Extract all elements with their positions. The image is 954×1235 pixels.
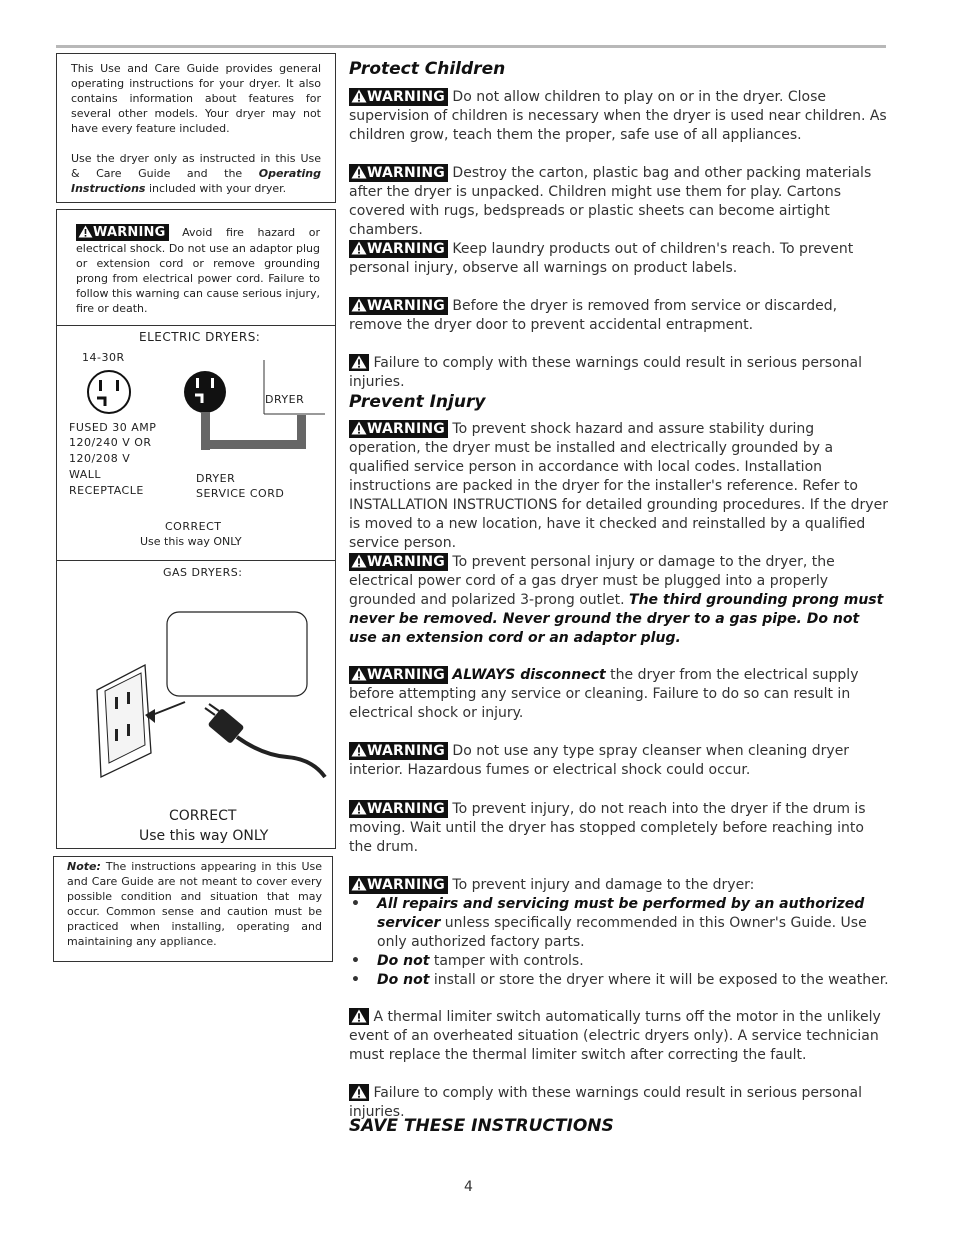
list-item: • Do not tamper with controls.: [351, 953, 584, 969]
note-text: The instructions appearing in this Use and Care Guide are not meant to cover every possible condition and situation that may occur. Common sense and caution must be practiced when installing, operating and maintaining any appliance.: [67, 860, 322, 948]
prevent-warning-1: WARNING To prevent shock hazard and assure stability during operation, the dryer must be installed and electrically grounded by a qualified service person in accordance with local codes. Installation instructions are packed in the dryer for the installer's reference. Refer to INSTALLATION INSTRUCTIONS for detailed grounding procedures. If the dryer is moved to a new location, have it checked and reinstalled by a qualified service person.: [349, 421, 888, 551]
use-only-label-gas: Use this way ONLY: [139, 828, 269, 844]
intro-box: [56, 53, 336, 203]
receptacle-label-5: RECEPTACLE: [69, 484, 144, 497]
intro-paragraph-2: Use the dryer only as instructed in this Use & Care Guide and the Operating Instructions included with your dryer.: [71, 152, 321, 195]
save-instructions-heading: SAVE THESE INSTRUCTIONS: [349, 1116, 614, 1136]
use-only-label-electric: Use this way ONLY: [140, 535, 242, 548]
prevent-failure-notice: Failure to comply with these warnings could result in serious personal injuries.: [349, 1085, 862, 1120]
warning-triangle-icon: [351, 667, 367, 681]
warning-triangle-icon: [351, 801, 367, 815]
note-label: Note:: [67, 860, 101, 873]
cord-label-2: SERVICE CORD: [196, 487, 285, 500]
dryer-label: DRYER: [265, 393, 305, 406]
warning-triangle-icon: [349, 1084, 369, 1101]
wall-receptacle-icon: [88, 371, 130, 413]
cord-label-1: DRYER: [196, 472, 236, 485]
protect-warning-1: WARNING Do not allow children to play on or in the dryer. Close supervision of children is necessary when the dryer is used near children. As children grow, teach them the proper, safe use of all appliances.: [349, 89, 887, 143]
prevent-warning-2: WARNING To prevent personal injury or damage to the dryer, the electrical power cord of a gas dryer must be plugged into a properly grounded and polarized 3-prong outlet. The third grounding prong must never be removed. Never ground the dryer to a gas pipe. Do not use an extension cord or an adaptor plug.: [349, 554, 884, 646]
warning-triangle-icon: [349, 1008, 369, 1025]
warning-triangle-icon: [78, 225, 93, 238]
receptacle-label-3: 120/208 V: [69, 452, 131, 465]
receptacle-model: 14-30R: [82, 351, 125, 364]
protect-warning-3: WARNING Keep laundry products out of children's reach. To prevent personal injury, observe all warnings on product labels.: [349, 241, 854, 276]
always-disconnect-emphasis: ALWAYS disconnect: [452, 667, 606, 683]
prevent-warning-4: WARNING Do not use any type spray cleanser when cleaning dryer interior. Hazardous fumes or electrical shock could occur.: [349, 743, 850, 778]
warning-badge: WARNING: [349, 420, 448, 438]
warning-badge: WARNING: [349, 553, 448, 571]
warning-badge: WARNING: [349, 800, 448, 818]
warning-badge: WARNING: [349, 742, 448, 760]
prevent-warning-3: WARNING ALWAYS disconnect the dryer from the electrical supply before attempting any service or cleaning. Failure to do so can result in electrical shock or injury.: [349, 667, 859, 721]
warning-triangle-icon: [351, 241, 367, 255]
prevent-warning-6: WARNING To prevent injury and damage to the dryer: • All repairs and servicing must be performed by an authorized servicer unless specifically recommended in this Owner's Guide. Use only authorized factory parts. • Do not tamper with controls. • Do not install or store the dryer where it will be exposed to the weather.: [351, 877, 889, 988]
bullet: •: [351, 896, 360, 912]
protect-warning-2: WARNING Destroy the carton, plastic bag and other packing materials after the dryer is unpacked. Children might use them for play. Cartons covered with rugs, bedspreads or plastic sheets can become airtight chambers.: [349, 165, 872, 238]
warning-triangle-icon: [351, 554, 367, 568]
page-number: 4: [464, 1179, 473, 1195]
intro-paragraph-1: This Use and Care Guide provides general operating instructions for your dryer. It also contains information about features for several other models. Your dryer may not have every feature included.: [71, 62, 321, 135]
warning-triangle-icon: [351, 877, 367, 891]
prevent-warning-5: WARNING To prevent injury, do not reach into the dryer if the drum is moving. Wait until the dryer has stopped completely before reaching into the drum.: [349, 801, 866, 855]
warning-triangle-icon: [351, 165, 367, 179]
list-item: • Do not install or store the dryer where it will be exposed to the weather.: [351, 972, 889, 988]
warning-badge: WARNING: [76, 224, 169, 241]
gas-outlet-illustration: [87, 605, 327, 790]
electrical-warning-box: [56, 209, 336, 849]
prevent-injury-heading: Prevent Injury: [349, 392, 486, 412]
warning-triangle-icon: [349, 354, 369, 371]
electric-dryers-title: ELECTRIC DRYERS:: [139, 330, 261, 344]
dryer-plug-icon: [184, 371, 226, 413]
fire-hazard-warning: WARNING Avoid fire hazard or electrical shock. Do not use an adaptor plug or extension cord or remove grounding prong from electrical power cord. Failure to follow this warning can cause serious injury, fire or death.: [76, 225, 320, 315]
bullet: •: [351, 953, 360, 969]
receptacle-label-4: WALL: [69, 468, 102, 481]
warning-badge: WARNING: [349, 88, 448, 106]
warning-triangle-icon: [351, 421, 367, 435]
warning-triangle-icon: [351, 89, 367, 103]
gas-dryers-title: GAS DRYERS:: [163, 566, 243, 579]
receptacle-label-1: FUSED 30 AMP: [69, 421, 157, 434]
top-rule: [56, 45, 886, 48]
list-item: • All repairs and servicing must be performed by an authorized servicer unless specifically recommended in this Owner's Guide. Use only authorized factory parts.: [351, 896, 867, 950]
protect-children-heading: Protect Children: [349, 59, 506, 79]
thermal-limiter-notice: A thermal limiter switch automatically turns off the motor in the unlikely event of an overheated situation (electric dryers only). A service technician must replace the thermal limiter switch after correcting the fault.: [349, 1009, 881, 1063]
blank-callout: [167, 612, 307, 696]
warning-badge: WARNING: [349, 666, 448, 684]
warning-badge: WARNING: [349, 164, 448, 182]
divider: [57, 560, 335, 561]
correct-label-electric: CORRECT: [165, 520, 222, 533]
warning-badge: WARNING: [349, 240, 448, 258]
note-box: [53, 856, 333, 962]
warning-triangle-icon: [351, 743, 367, 757]
warning-badge: WARNING: [349, 876, 448, 894]
grounding-emphasis: The third grounding prong must never be removed. Never ground the dryer to a gas pipe. Do not use an extension cord or an adaptor plug.: [349, 592, 884, 646]
bullet: •: [351, 972, 360, 988]
three-prong-plug-icon: [205, 704, 325, 777]
divider: [57, 325, 335, 326]
operating-instructions-emphasis: Operating Instructions: [71, 167, 321, 195]
correct-label-gas: CORRECT: [169, 808, 237, 824]
warning-badge: WARNING: [349, 297, 448, 315]
protect-warning-4: WARNING Before the dryer is removed from service or discarded, remove the dryer door to prevent accidental entrapment.: [349, 298, 838, 333]
protect-failure-notice: Failure to comply with these warnings could result in serious personal injuries.: [349, 355, 862, 390]
receptacle-label-2: 120/240 V OR: [69, 436, 152, 449]
warning-triangle-icon: [351, 298, 367, 312]
